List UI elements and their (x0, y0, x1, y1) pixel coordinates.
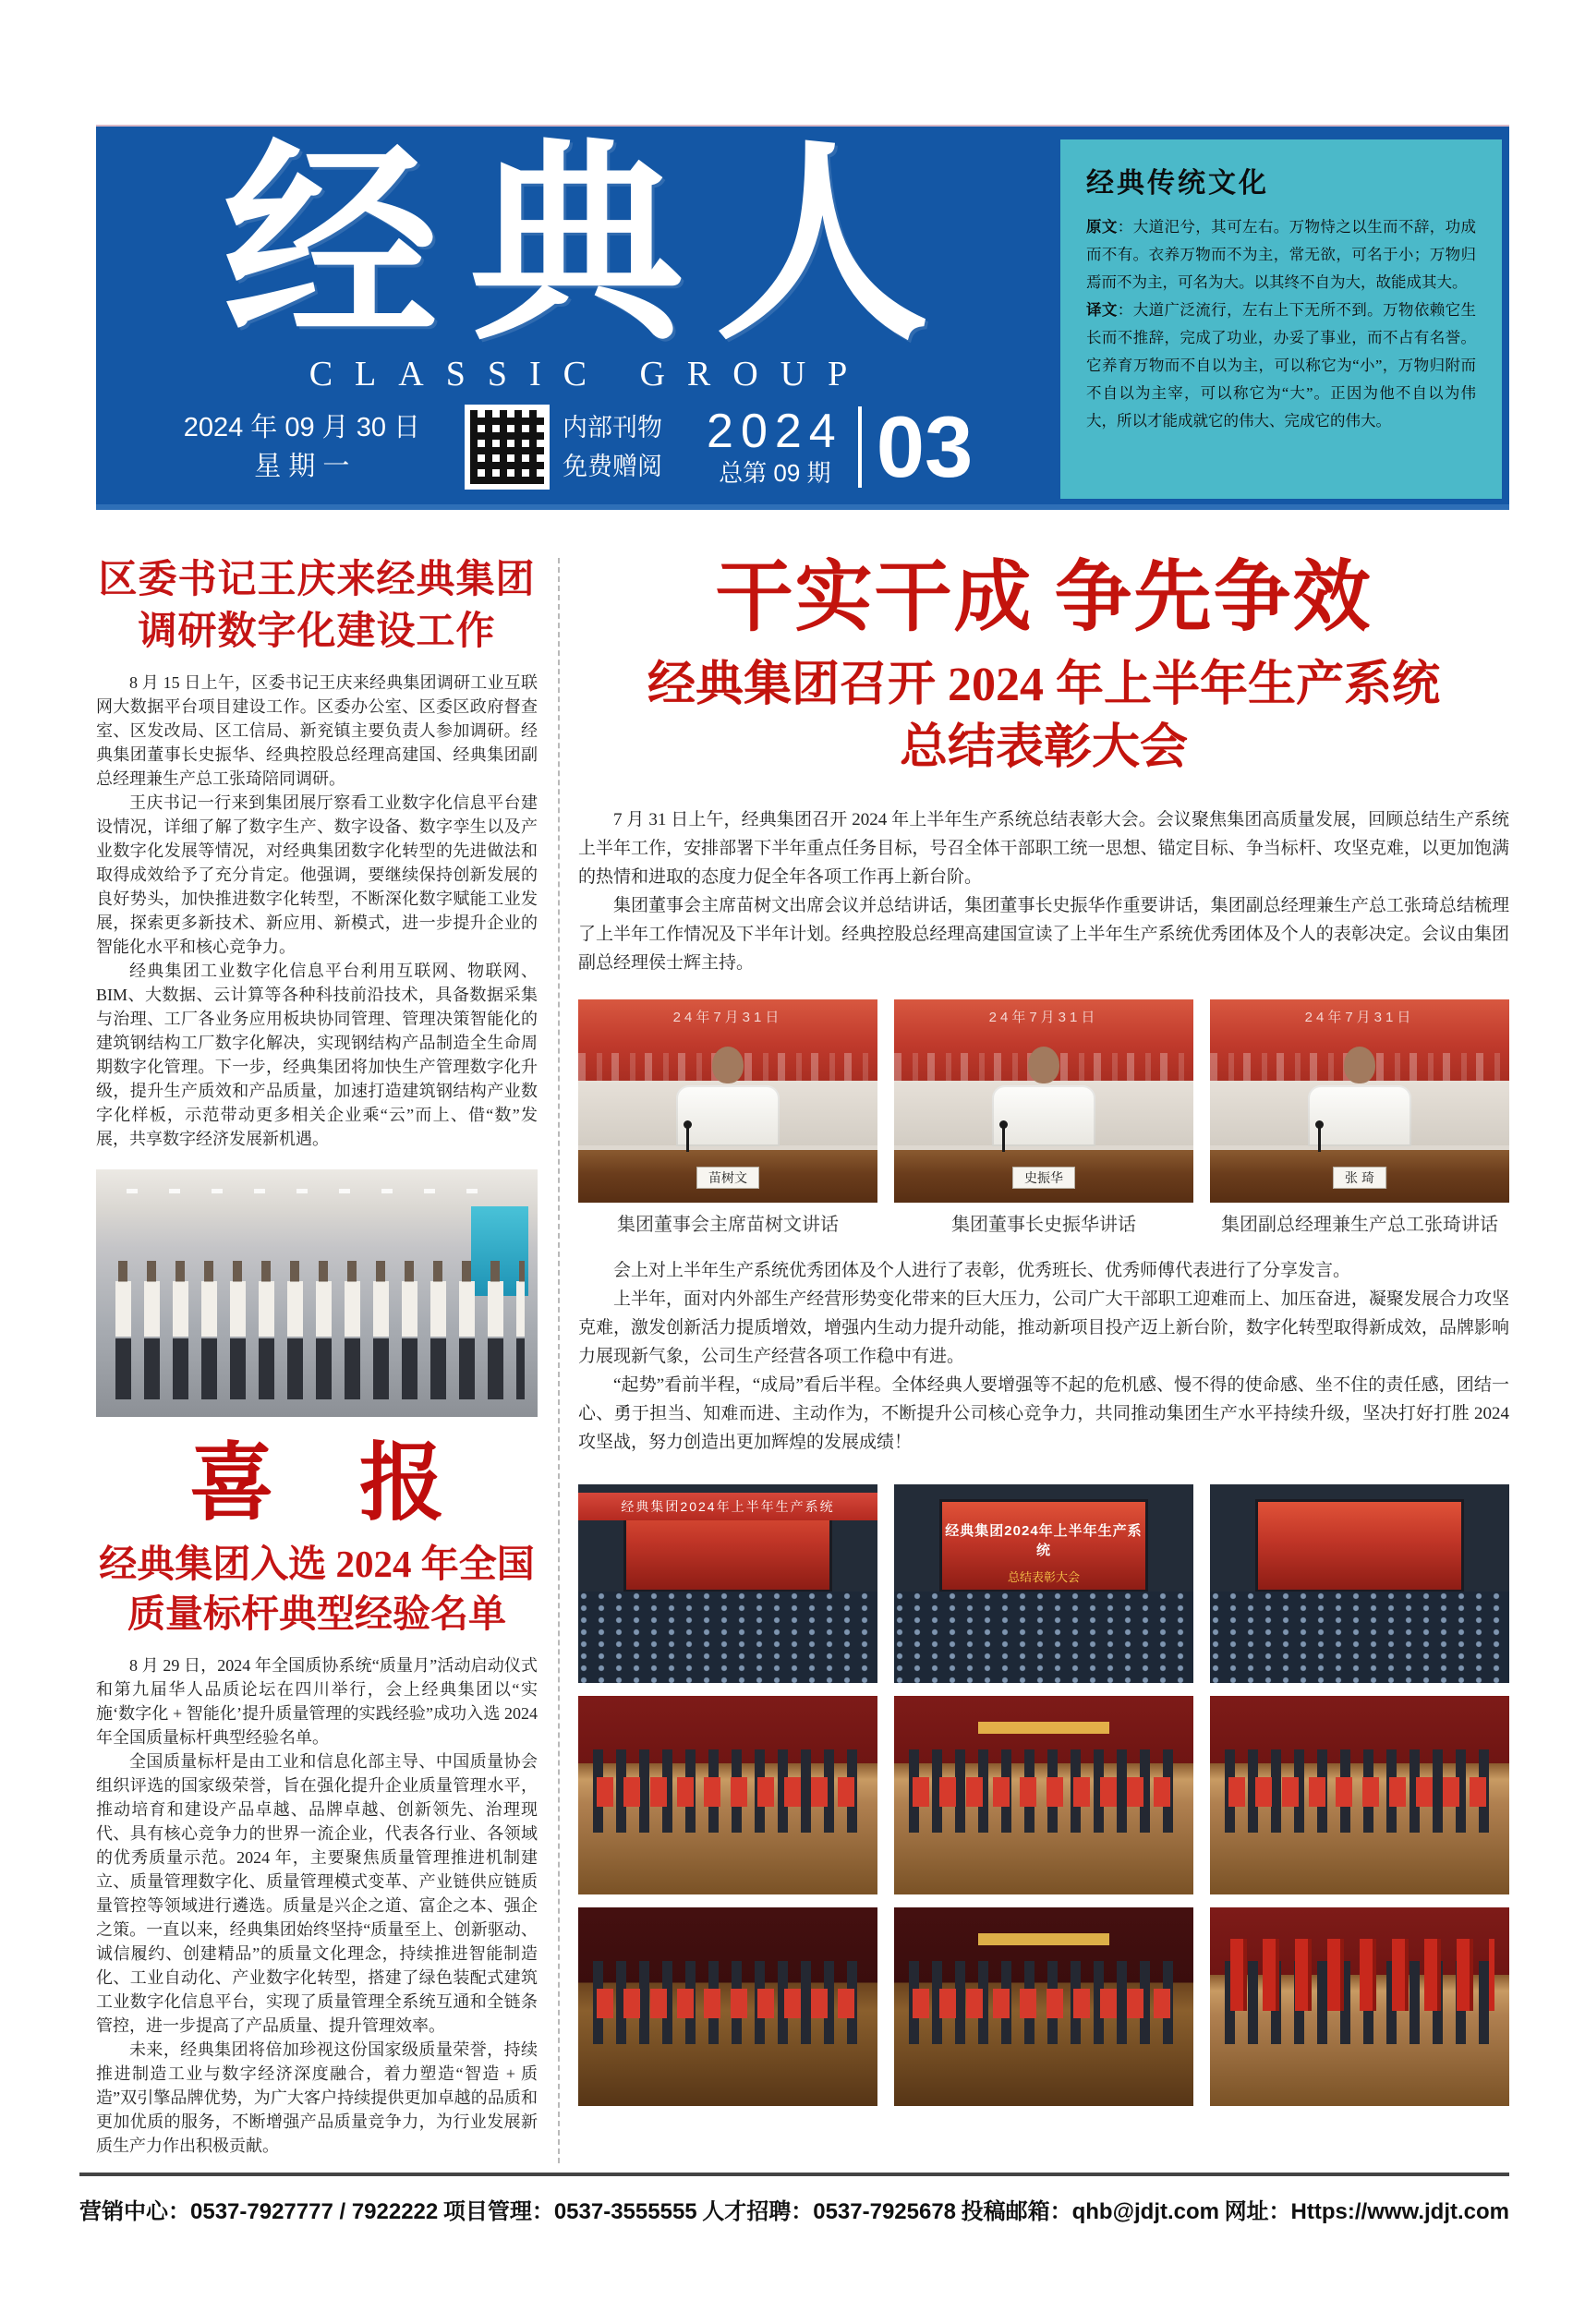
audience (578, 1592, 877, 1683)
visit-article-title: 区委书记王庆来经典集团 调研数字化建设工作 (98, 559, 536, 653)
speaker-silhouette (672, 1047, 783, 1150)
nameplate: 张 琦 (1333, 1167, 1386, 1189)
newspaper-title: 经典人 (223, 128, 961, 366)
footer-contact-bar (79, 2173, 1509, 2225)
screen-title-line2: 总结表彰大会 (1007, 1570, 1080, 1585)
microphone-icon (1318, 1128, 1321, 1152)
microphone-icon (1002, 1128, 1005, 1152)
photo-caption: 集团董事会主席苗树文讲话 (617, 1215, 839, 1235)
stage-screen (942, 1502, 1145, 1590)
gallery-photo-pennant-group (1210, 1907, 1509, 2106)
visit-paragraph: 经典集团工业数字化信息平台利用互联网、物联网、BIM、大数据、云计算等各种科技前沿技术，具备数据采集与治理、工厂各业务应用板块协同管理、管理决策智能化的建筑钢结构工厂数字化解决，实现钢结构产品制造全生命周期数字化管理。下一步，经典集团将加快生产管理数字化升级，提升生产质效和产品质量，加速打造建筑钢结构产业数字化样板，示范带动更多相关企业乘“云”而上、借“数”发展，共享数字经济发展新机遇。 (96, 962, 538, 1148)
main-paragraph: “起势”看前半程，“成局”看后半程。全体经典人要增强等不起的危机感、慢不得的使命感、坐不住的责任感，团结一心、勇于担当、知难而进、主动作为，不断提升公司核心竞争力，共同推动集团生产水平持续升级，坚决打好打胜 2024 攻坚战，努力创造出更加辉煌的发展成绩！ (578, 1375, 1509, 1452)
qr-code-icon (465, 405, 550, 490)
award-article-subtitle: 经典集团入选 2024 年全国 质量标杆典型经验名单 (99, 1543, 535, 1635)
award-plaques (1225, 1777, 1494, 1807)
photo-caption: 集团副总经理兼生产总工张琦讲话 (1221, 1215, 1498, 1235)
newspaper-subtitle-en: CLASSIC GROUP (309, 355, 870, 393)
culture-translation (1086, 297, 1476, 435)
ceiling-lights (127, 1189, 506, 1193)
footer-project: 项目管理：0537-3555555 (442, 2199, 697, 2224)
photo-caption: 集团董事长史振华讲话 (951, 1215, 1136, 1235)
gallery-photo-award-stage (1210, 1696, 1509, 1894)
main-paragraph: 上半年，面对内外部生产经营形势变化带来的巨大压力，公司广大干部职工迎难而上、加压奋进，凝聚发展合力攻坚克难，激发创新活力提质增效，增强内生动力提升动能，推动新项目投产迈上新台阶，数字化转型取得新成效，品牌影响力展现新气象，公司生产经营各项工作稳中有进。 (578, 1289, 1509, 1366)
main-headline: 干实干成 争先争效 (715, 555, 1373, 641)
hanging-banner: 经典集团2024年上半年生产系统 (578, 1493, 877, 1520)
issue-group (707, 398, 974, 495)
gallery-photo-award-stage (578, 1907, 877, 2106)
main-paragraph: 会上对上半年生产系统优秀团体及个人进行了表彰，优秀班长、优秀师傅代表进行了分享发言。 (613, 1261, 1351, 1280)
publish-weekday: 星 期 一 (254, 452, 350, 481)
masthead-left (96, 127, 1060, 504)
qr-caption-free: 免费赠阅 (563, 453, 663, 480)
issue-year: 2024 (707, 405, 843, 458)
footer-email: 投稿邮箱：qhb@jdjt.com (961, 2199, 1219, 2224)
speaker-block (1210, 999, 1509, 1238)
qr-caption-internal: 内部刊物 (563, 414, 663, 442)
footer-marketing: 营销中心：0537-7927777 / 7922222 (79, 2199, 439, 2224)
masthead-info-row (96, 398, 1060, 495)
award-plaques (593, 1777, 863, 1807)
footer-recruit: 人才招聘：0537-7925678 (702, 2199, 957, 2224)
page-number: 03 (876, 398, 974, 495)
culture-box (1060, 139, 1502, 499)
qr-captions (563, 408, 662, 486)
pennant-flags (1225, 1939, 1494, 2010)
screen-gold-title (978, 1722, 1110, 1734)
gallery-photo-award-stage (578, 1696, 877, 1894)
delegation-group (109, 1261, 524, 1399)
masthead-banner (96, 125, 1509, 510)
culture-translation-label: 译文 (1086, 302, 1118, 319)
stage-screen (1258, 1502, 1461, 1590)
nameplate: 苗树文 (696, 1167, 759, 1189)
culture-original-label: 原文 (1086, 219, 1118, 236)
speaker-block (578, 999, 877, 1238)
award-banners (909, 1989, 1179, 2018)
gallery-photo-award-stage (894, 1696, 1193, 1894)
speaker-silhouette (988, 1047, 1099, 1150)
award-article-title: 喜 报 (188, 1436, 444, 1531)
gallery-photo-hall-title (894, 1484, 1193, 1683)
visit-paragraph: 王庆书记一行来到集团展厅察看工业数字化信息平台建设情况，详细了解了数字生产、数字设备、数字孪生以及产业数字化发展等情况，对经典集团数字化转型的先进做法和取得成效给予了充分肯定。他强调，要继续保持创新发展的良好势头，加快推进数字化转型，不断深化数字赋能工业发展，探索更多新技术、新应用、新模式，进一步提升企业的智能化水平和核心竞争力。 (96, 793, 538, 956)
main-column (578, 554, 1509, 2163)
gallery-photo-hall (578, 1484, 877, 1683)
issue-number: 总第 09 期 (719, 459, 831, 487)
award-paragraph: 8 月 29 日，2024 年全国质协系统“质量月”活动启动仪式和第九届华人品质论坛在四川举行，会上经典集团以“实施‘数字化 + 智能化’提升质量管理的实践经验”成功入选 2024 年全国质量标杆典型经验名单。 (96, 1656, 538, 1747)
backdrop-date: 24年7月31日 (1304, 1010, 1415, 1025)
nameplate: 史振华 (1012, 1167, 1075, 1189)
microphone-icon (686, 1128, 689, 1152)
award-paragraph: 全国质量标杆是由工业和信息化部主导、中国质量协会组织评选的国家级荣誉，旨在强化提升企业质量管理水平，推动培育和建设产品卓越、品牌卓越、创新领先、治理现代、具有核心竞争力的世界一流企业，代表各行业、各领域的优秀质量示范。2024 年，主要聚焦质量管理推进机制建立、质量管理数字化、质量管理模式变革、产业链供应链质量管控等领域进行遴选。质量是兴企之道、富企之本、强企之策。一直以来，经典集团始终坚持“质量至上、创新驱动、诚信履约、创建精品”的质量文化理念，持续推进智能制造化、工业自动化、产业数字化转型，搭建了绿色装配式建筑工业数字化信息平台，实现了质量管理全系统互通和全链条管控，进一步提高了产品质量、提升管理效率。 (96, 1752, 538, 2035)
gallery-photo-hall (1210, 1484, 1509, 1683)
issue-divider (858, 406, 862, 488)
main-paragraph: 集团董事会主席苗树文出席会议并总结讲话，集团董事长史振华作重要讲话，集团副总经理兼生产总工张琦总结梳理了上半年工作情况及下半年计划。经典控股总经理高建国宣读了上半年生产系统优秀团体及个人的表彰决定。会议由集团副总经理侯士辉主持。 (578, 896, 1509, 973)
speaker-photo-zhangqi (1210, 999, 1509, 1203)
gallery-photo-award-stage (894, 1907, 1193, 2106)
screen-title-line1: 经典集团2024年上半年生产系统 (945, 1523, 1143, 1559)
award-plaques (909, 1777, 1179, 1807)
audience (894, 1592, 1193, 1683)
page-content (96, 554, 1509, 2163)
footer-website: 网址：Https://www.jdjt.com (1224, 2199, 1509, 2224)
speaker-block (894, 999, 1193, 1238)
speaker-photo-row (578, 999, 1509, 1238)
qr-group (465, 405, 662, 490)
culture-title: 经典传统文化 (1086, 168, 1269, 199)
publish-date-block (184, 408, 420, 486)
ceremony-photo-gallery (578, 1484, 1509, 2106)
column-divider (558, 558, 560, 2163)
culture-original (1086, 213, 1476, 297)
visit-paragraph: 8 月 15 日上午，区委书记王庆来经典集团调研工业互联网大数据平台项目建设工作。区委办公室、区委区政府督查室、区发改局、区工信局、新兖镇主要负责人参加调研。经典集团董事长史振华、经典控股总经理高建国、经典集团副总经理兼生产总工张琦陪同调研。 (96, 673, 538, 788)
speaker-photo-shizhenhua (894, 999, 1193, 1203)
main-paragraph: 7 月 31 日上午，经典集团召开 2024 年上半年生产系统总结表彰大会。会议聚焦集团高质量发展，回顾总结生产系统上半年工作，安排部署下半年重点任务目标，号召全体干部职工统一思想、锚定目标、争当标杆、攻坚克难，以更加饱满的热情和进取的态度力促全年各项工作再上新台阶。 (578, 810, 1509, 887)
delegation-visit-photo (96, 1169, 538, 1417)
audience (1210, 1592, 1509, 1683)
backdrop-date: 24年7月31日 (672, 1010, 783, 1025)
speaker-photo-miaoshuwen (578, 999, 877, 1203)
speaker-silhouette (1304, 1047, 1415, 1150)
award-paragraph: 未来，经典集团将倍加珍视这份国家级质量荣誉，持续推进制造工业与数字经济深度融合，着力塑造“智造 + 质造”双引擎品牌优势，为广大客户持续提供更加卓越的品质和更加优质的服务，不断增强产品质量竞争力，为行业发展新质生产力作出积极贡献。 (96, 2040, 538, 2155)
culture-translation-text: ：大道广泛流行，左右上下无所不到。万物依赖它生长而不推辞，完成了功业，办妥了事业，而不占有名誉。它养育万物而不自以为主，可以称它为“小”，万物归附而不自以为主宰，可以称它为“大”。正因为他不自以为伟大，所以才能成就它的伟大、完成它的伟大。 (1086, 301, 1477, 430)
publish-date: 2024 年 09 月 30 日 (183, 413, 421, 442)
main-subhead: 经典集团召开 2024 年上半年生产系统 总结表彰大会 (647, 659, 1440, 774)
backdrop-date: 24年7月31日 (988, 1010, 1099, 1025)
culture-original-text: ：大道汜兮，其可左右。万物恃之以生而不辞，功成而不有。衣养万物而不为主，常无欲，可名于小；万物归焉而不为主，可名为大。以其终不自为大，故能成其大。 (1086, 218, 1477, 291)
screen-gold-title (978, 1933, 1110, 1945)
award-banners (593, 1989, 863, 2018)
left-column (96, 554, 538, 2163)
